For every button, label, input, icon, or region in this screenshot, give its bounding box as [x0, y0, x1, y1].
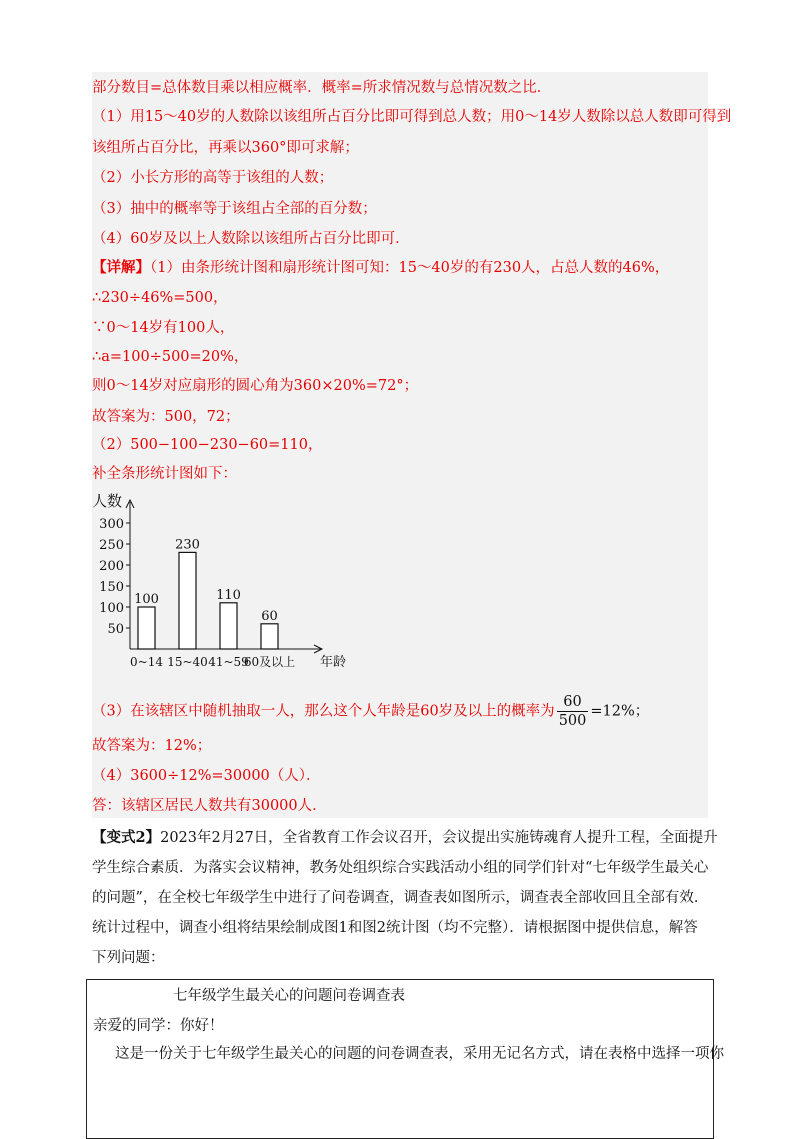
x-axis-label: 年龄 [320, 655, 347, 670]
y-tick-label: 50 [107, 622, 124, 637]
y-tick-label: 300 [99, 517, 124, 532]
variant-line-4: 统计过程中，调查小组将结果绘制成图1和图2统计图（均不完整）．请根据图中提供信息，解答 [92, 920, 698, 936]
bar-chart [92, 488, 372, 673]
survey-greeting: 亲爱的同学：你好！ [93, 1018, 224, 1034]
probability-text: （3）在该辖区中随机抽取一人，那么这个人年龄是60岁及以上的概率为 [92, 703, 555, 720]
bar-value-label: 110 [216, 587, 241, 603]
survey-box [86, 979, 724, 1139]
variant-tag: 【变式2】 [92, 829, 161, 846]
y-tick-label: 100 [99, 601, 124, 616]
solution-line-16: （4）3600÷12%=30000（人）． [92, 768, 321, 784]
solution-line-13: 补全条形统计图如下： [92, 466, 237, 482]
x-tick-label: 0~14 [130, 655, 163, 669]
y-tick-label: 250 [99, 538, 124, 553]
solution-line-2: 该组所占百分比，再乘以360°即可求解； [92, 140, 359, 156]
bar [261, 624, 278, 649]
solution-line-3: （2）小长方形的高等于该组的人数； [92, 170, 334, 186]
bar [220, 603, 237, 649]
solution-line-1: （1）用15～40岁的人数除以该组所占百分比即可得到总人数；用0～14岁人数除以总人数即可得到 [92, 109, 732, 125]
x-tick-label: 60及以上 [243, 655, 296, 669]
solution-line-15: 故答案为：12%； [92, 738, 212, 754]
solution-line-8: ∵0～14岁有100人， [92, 320, 235, 336]
variant-line-5: 下列问题： [92, 950, 165, 966]
solution-line-4: （3）抽中的概率等于该组占全部的百分数； [92, 201, 377, 217]
y-tick-label: 200 [99, 559, 124, 574]
detail-text: （1）由条形统计图和扇形统计图可知：15～40岁的有230人，占总人数的46%， [150, 260, 670, 276]
solution-line-14 [92, 693, 649, 730]
solution-line-11: 故答案为：500，72； [92, 409, 240, 425]
variant-line-1 [92, 828, 718, 848]
solution-line-5: （4）60岁及以上人数除以该组所占百分比即可． [92, 231, 410, 247]
y-tick-label: 150 [99, 580, 124, 595]
solution-line-12: （2）500−100−230−60=110， [92, 437, 323, 453]
detail-tag: 【详解】 [92, 259, 150, 276]
probability-result: =12%； [590, 703, 650, 720]
variant-line-2: 学生综合素质．为落实会议精神，教务处组织综合实践活动小组的同学们针对“七年级学生最关心 [92, 860, 709, 876]
fraction-denominator: 500 [558, 713, 587, 729]
fraction-numerator: 60 [557, 693, 589, 712]
bar [138, 607, 155, 649]
x-tick-label: 41~59 [208, 655, 249, 669]
solution-line-0: 部分数目=总体数目乘以相应概率．概率=所求情况数与总情况数之比． [92, 80, 552, 96]
survey-body: 这是一份关于七年级学生最关心的问题的问卷调查表，采用无记名方式，请在表格中选择一项你 [115, 1046, 724, 1062]
variant-line-3: 的问题”，在全校七年级学生中进行了问卷调查，调查表如图所示，调查表全部收回且全部有效． [92, 890, 709, 906]
probability-fraction [557, 693, 589, 730]
bar-value-label: 60 [261, 608, 278, 624]
survey-title: 七年级学生最关心的问题问卷调查表 [173, 988, 405, 1004]
bar-value-label: 100 [134, 592, 159, 607]
solution-line-17: 答：该辖区居民人数共有30000人． [92, 798, 327, 814]
bar-value-label: 230 [175, 537, 200, 553]
solution-line-6 [92, 258, 669, 278]
variant-text: 2023年2月27日，全省教育工作会议召开，会议提出实施铸魂育人提升工程，全面提升 [160, 830, 718, 846]
solution-line-9: ∴a=100÷500=20%， [92, 349, 249, 365]
x-tick-label: 15~40 [167, 655, 208, 669]
solution-line-7: ∴230÷46%=500， [92, 290, 228, 306]
y-axis-label: 人数 [92, 492, 123, 510]
bar [179, 552, 196, 649]
solution-line-10: 则0～14岁对应扇形的圆心角为360×20%=72°； [92, 378, 419, 394]
